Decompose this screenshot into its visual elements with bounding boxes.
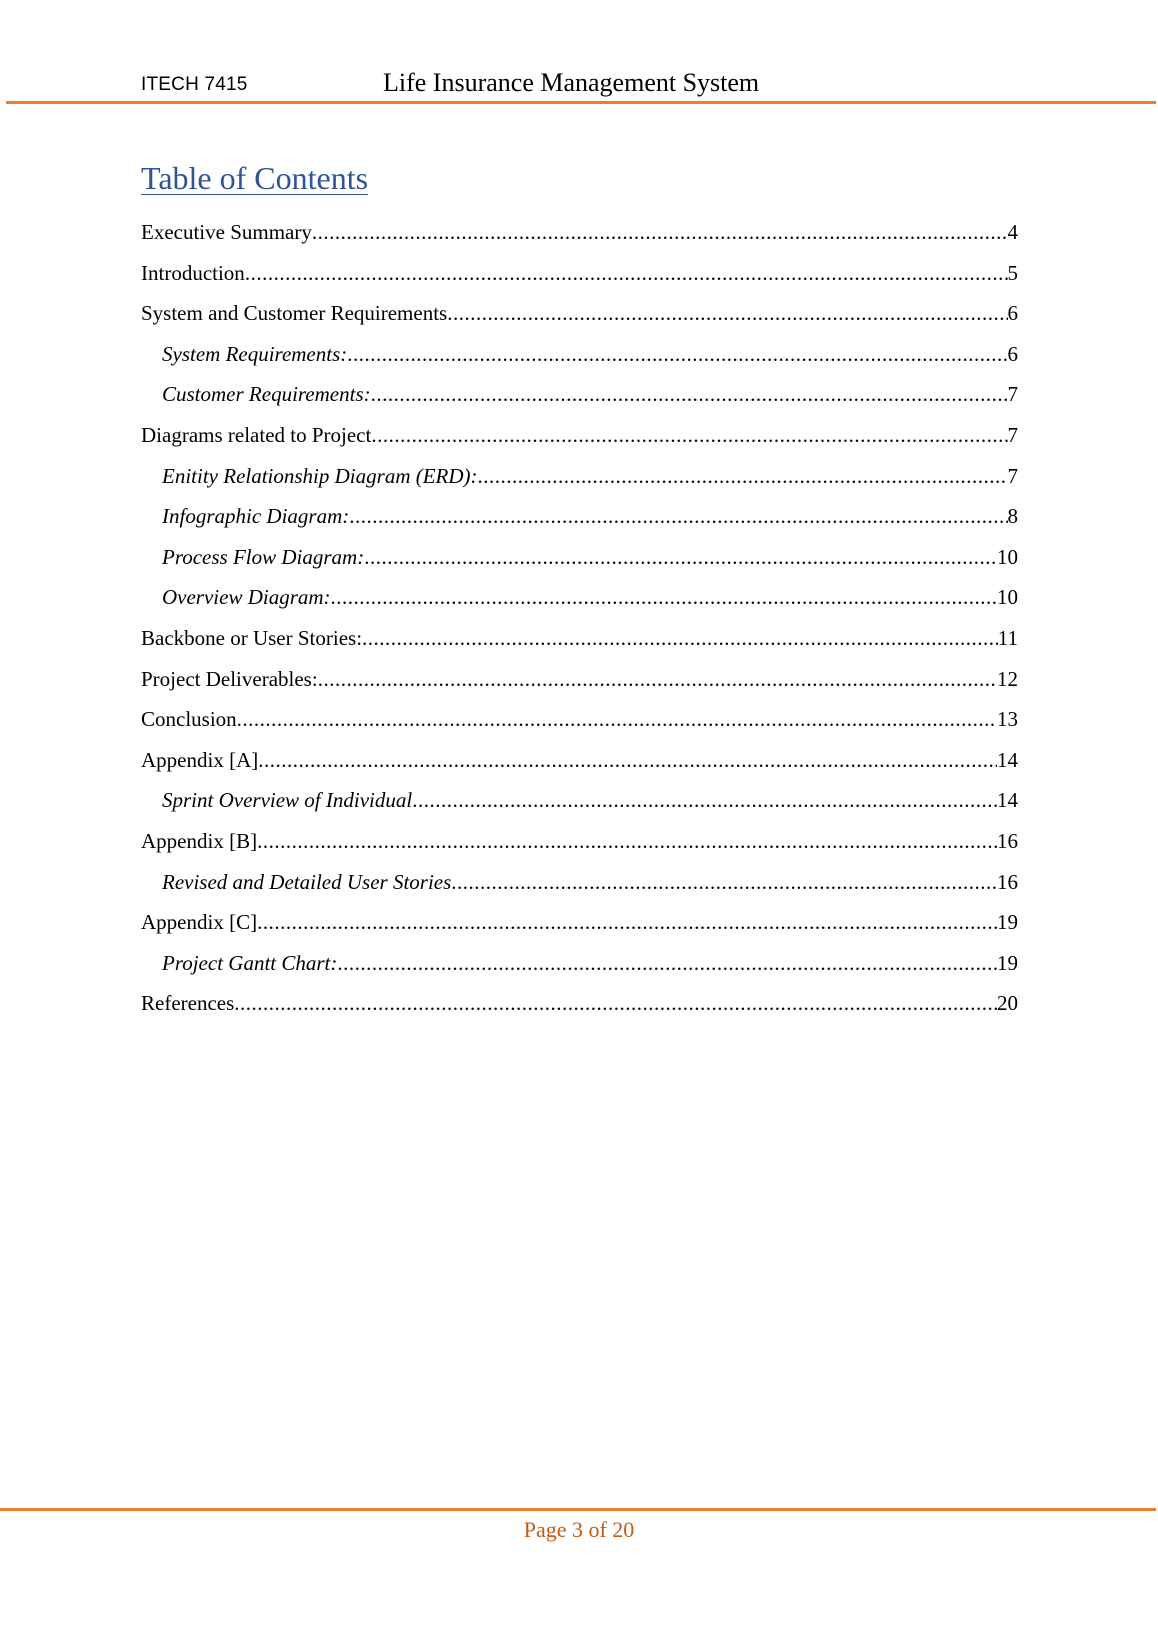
toc-entry-page: 16	[997, 828, 1018, 853]
dot-leader	[478, 456, 1008, 497]
toc-entry-revised-user-stories[interactable]	[141, 862, 1018, 903]
toc-entry-backbone-user-stories[interactable]	[141, 618, 1018, 659]
toc-entry-page: 10	[997, 585, 1018, 610]
toc-entry-page: 6	[1007, 301, 1018, 326]
toc-entry-page: 6	[1007, 341, 1018, 366]
toc-entry-erd[interactable]	[141, 456, 1018, 497]
dot-leader	[371, 374, 1008, 415]
toc-entry-label: Conclusion	[141, 707, 237, 732]
toc-entry-page: 19	[997, 910, 1018, 935]
toc-entry-references[interactable]	[141, 983, 1018, 1024]
toc-entry-project-deliverables[interactable]	[141, 659, 1018, 700]
toc-entry-page: 16	[997, 869, 1018, 894]
toc-entry-conclusion[interactable]	[141, 699, 1018, 740]
toc-entry-page: 7	[1007, 422, 1018, 447]
toc-heading[interactable]: Table of Contents	[141, 160, 369, 196]
toc-entry-label: Appendix [B]	[141, 828, 258, 853]
dot-leader	[258, 740, 997, 781]
dot-leader	[451, 862, 997, 903]
course-code: ITECH 7415	[141, 74, 248, 95]
toc-entry-label: Revised and Detailed User Stories	[162, 869, 452, 894]
toc-entry-page: 14	[997, 747, 1018, 772]
page-number: Page 3 of 20	[523, 1517, 635, 1542]
toc-entry-label: Overview Diagram:	[162, 585, 331, 610]
toc-entry-page: 8	[1007, 504, 1018, 529]
toc-entry-page: 13	[997, 707, 1018, 732]
toc-entry-appendix-a[interactable]	[141, 740, 1018, 781]
toc-entry-sprint-overview[interactable]	[141, 780, 1018, 821]
dot-leader	[257, 902, 997, 943]
toc-entry-project-gantt-chart[interactable]	[141, 943, 1018, 984]
toc-entry-label: Project Deliverables:	[141, 666, 318, 691]
dot-leader	[347, 334, 1007, 375]
dot-leader	[318, 659, 997, 700]
toc-entry-page: 20	[997, 991, 1018, 1016]
dot-leader	[364, 537, 997, 578]
toc-entry-appendix-b[interactable]	[141, 821, 1018, 862]
dot-leader	[447, 293, 1007, 334]
toc-entry-system-customer-requirements[interactable]	[141, 293, 1018, 334]
dot-leader	[371, 415, 1007, 456]
toc-entry-page: 10	[997, 544, 1018, 569]
toc-entry-page: 7	[1007, 463, 1018, 488]
toc-entry-label: Project Gantt Chart:	[162, 950, 338, 975]
table-of-contents	[141, 212, 1018, 1024]
toc-entry-executive-summary[interactable]	[141, 212, 1018, 253]
toc-entry-overview-diagram[interactable]	[141, 577, 1018, 618]
document-title: Life Insurance Management System	[383, 68, 760, 97]
toc-entry-label: System Requirements:	[162, 341, 348, 366]
toc-entry-page: 7	[1007, 382, 1018, 407]
footer-divider	[0, 1508, 1156, 1511]
page-header	[0, 0, 1158, 110]
toc-entry-label: Sprint Overview of Individual	[162, 788, 413, 813]
toc-entry-label: Infographic Diagram:	[162, 504, 350, 529]
header-divider	[6, 101, 1156, 104]
toc-entry-label: Appendix [C]	[141, 910, 258, 935]
toc-entry-process-flow-diagram[interactable]	[141, 537, 1018, 578]
toc-entry-page: 19	[997, 950, 1018, 975]
toc-entry-label: References	[141, 991, 235, 1016]
dot-leader	[331, 577, 997, 618]
toc-entry-system-requirements[interactable]	[141, 334, 1018, 375]
toc-entry-page: 11	[997, 625, 1018, 650]
toc-entry-label: Appendix [A]	[141, 747, 259, 772]
toc-entry-label: Customer Requirements:	[162, 382, 371, 407]
toc-entry-infographic-diagram[interactable]	[141, 496, 1018, 537]
dot-leader	[337, 943, 997, 984]
toc-entry-label: Process Flow Diagram:	[162, 544, 365, 569]
toc-entry-appendix-c[interactable]	[141, 902, 1018, 943]
toc-entry-introduction[interactable]	[141, 253, 1018, 294]
toc-entry-label: Introduction	[141, 260, 245, 285]
toc-entry-label: System and Customer Requirements	[141, 301, 448, 326]
toc-entry-customer-requirements[interactable]	[141, 374, 1018, 415]
dot-leader	[349, 496, 1007, 537]
toc-entry-page: 4	[1007, 220, 1018, 244]
toc-entry-page: 14	[997, 788, 1018, 813]
dot-leader	[362, 618, 998, 659]
toc-entry-label: Backbone or User Stories:	[141, 625, 363, 650]
toc-entry-label: Enitity Relationship Diagram (ERD):	[162, 463, 478, 488]
dot-leader	[312, 212, 1008, 253]
dot-leader	[234, 983, 997, 1024]
dot-leader	[245, 253, 1008, 294]
toc-entry-diagrams[interactable]	[141, 415, 1018, 456]
toc-entry-label: Executive Summary	[141, 220, 312, 244]
dot-leader	[257, 821, 997, 862]
toc-entry-page: 12	[997, 666, 1018, 691]
dot-leader	[237, 699, 997, 740]
toc-entry-page: 5	[1007, 260, 1018, 285]
toc-entry-label: Diagrams related to Project	[141, 422, 372, 447]
dot-leader	[412, 780, 997, 821]
